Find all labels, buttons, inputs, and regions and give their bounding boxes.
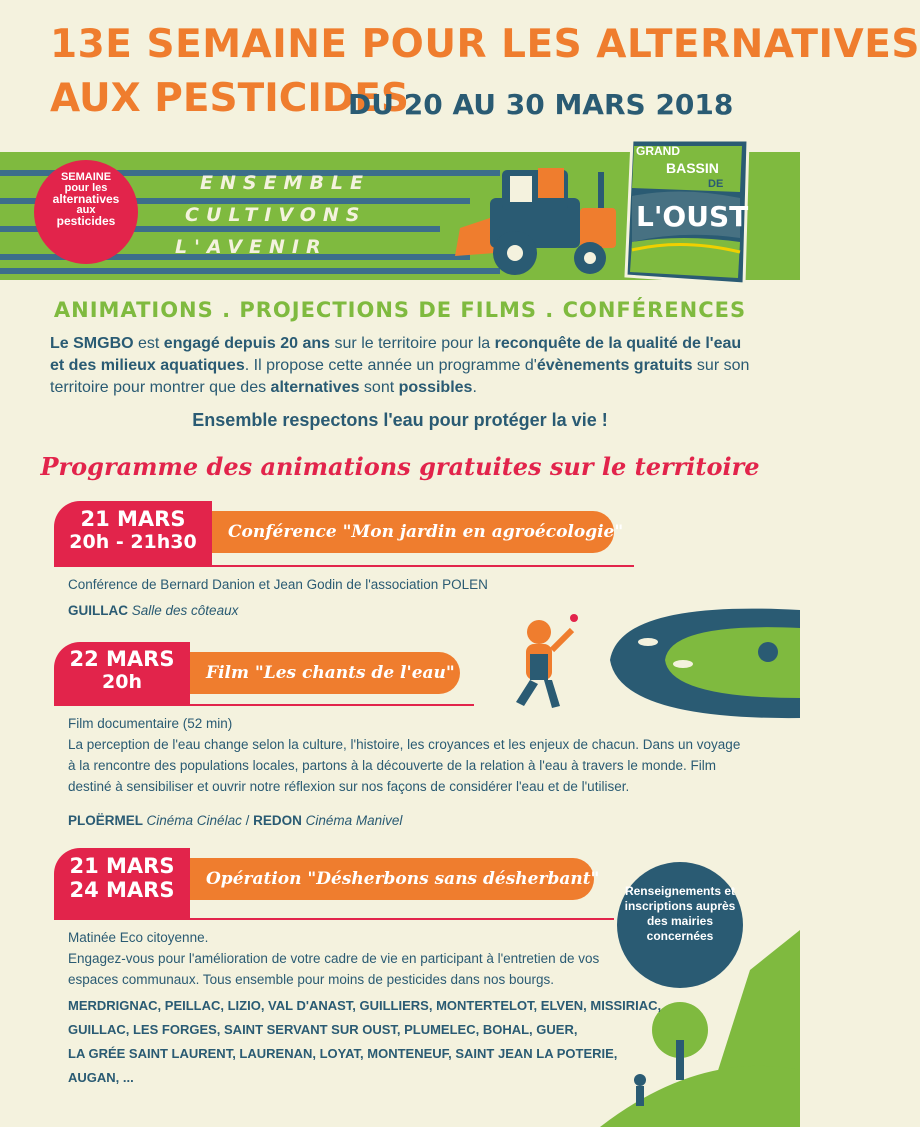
event-divider xyxy=(54,918,614,920)
venue: Cinéma Cinélac xyxy=(146,813,242,828)
event-divider xyxy=(54,565,634,567)
event-dates: DU 20 AU 30 MARS 2018 xyxy=(348,88,734,121)
separator: / xyxy=(241,813,254,828)
event-time-line: 20h - 21h30 xyxy=(69,531,197,553)
logo-bassin: BASSIN xyxy=(666,160,719,176)
event-1-description: Conférence de Bernard Danion et Jean Godin de l'association POLEN xyxy=(68,577,488,592)
intro-paragraph xyxy=(50,333,750,399)
town: REDON xyxy=(253,813,302,828)
town-list-line: MERDRIGNAC, PEILLAC, LIZIO, VAL D'ANAST, GUILLIERS, MONTERTELOT, ELVEN, MISSIRIAC, xyxy=(68,998,662,1013)
event-date-line: 24 MARS xyxy=(69,878,175,902)
badge-line: SEMAINE xyxy=(60,171,112,183)
logo-oust: L'OUST xyxy=(636,200,749,233)
intro-text: engagé depuis 20 ans xyxy=(163,335,331,352)
event-1-date-box xyxy=(54,501,212,565)
intro-text: sont xyxy=(359,379,399,396)
logo-grand: GRAND xyxy=(636,144,680,158)
venue: Cinéma Manivel xyxy=(305,813,403,828)
event-3-towns xyxy=(68,994,668,1090)
slogan-line-2: CULTIVONS xyxy=(185,204,367,226)
event-subtitle: Film documentaire (52 min) xyxy=(68,716,233,731)
venue: Salle des côteaux xyxy=(131,603,239,618)
town-list-line: GUILLAC, LES FORGES, SAINT SERVANT SUR OUST, PLUMELEC, BOHAL, GUER, xyxy=(68,1022,578,1037)
town-list-line: LA GRÉE SAINT LAURENT, LAURENAN, LOYAT, MONTENEUF, SAINT JEAN LA POTERIE, AUGAN, ... xyxy=(68,1046,618,1085)
town: GUILLAC xyxy=(68,603,128,618)
event-3-title: Opération "Désherbons sans désherbant" xyxy=(190,858,594,900)
logo-de: DE xyxy=(708,178,724,190)
event-text: La perception de l'eau change selon la culture, l'histoire, les croyances et les enjeux de chacun. Dans un voyage à la rencontre des populations locales, partons à la découverte de la relation à l'eau à travers le monde. Film destiné à sensibiliser et ouvrir notre réflexion sur nos façons de considérer l'eau et de l'utiliser. xyxy=(68,737,741,794)
badge-line: alternatives xyxy=(52,192,120,206)
intro-text: sur son territoire pour montrer que des xyxy=(50,357,750,396)
slogan-line-1: ENSEMBLE xyxy=(200,172,371,194)
badge-line: pesticides xyxy=(56,214,116,228)
event-subtitle: Matinée Eco citoyenne. xyxy=(68,930,209,945)
badge-line: aux xyxy=(76,204,96,216)
event-3-description xyxy=(68,927,628,990)
intro-text: est xyxy=(133,335,164,352)
info-bubble: Renseignements et inscriptions auprès des mairies concernées xyxy=(617,862,743,988)
main-title-line2: AUX PESTICIDES xyxy=(50,76,409,121)
motto: Ensemble respectons l'eau pour protéger la vie ! xyxy=(192,410,608,430)
intro-text: reconquête de la qualité de l'eau et des milieux aquatiques xyxy=(50,335,742,374)
event-date-line: 21 MARS xyxy=(69,854,175,878)
intro-text: alternatives xyxy=(270,379,360,396)
event-1-location xyxy=(68,600,238,621)
intro-text: évènements gratuits xyxy=(536,357,693,374)
intro-text: Le SMGBO xyxy=(50,335,134,352)
intro-text: . xyxy=(472,379,477,396)
town: PLOËRMEL xyxy=(68,813,143,828)
intro-text: possibles xyxy=(398,379,473,396)
program-title: Programme des animations gratuites sur le territoire xyxy=(40,452,760,481)
event-1-title: Conférence "Mon jardin en agroécologie" xyxy=(212,511,614,553)
event-2-description xyxy=(68,713,744,797)
gardener-figure-icon xyxy=(504,610,584,720)
event-3-date-box xyxy=(54,848,190,918)
grand-bassin-oust-logo xyxy=(622,138,752,286)
intro-text: sur le territoire pour la xyxy=(330,335,495,352)
slogan-line-3: L'AVENIR xyxy=(175,236,328,258)
week-badge xyxy=(34,160,138,264)
intro-text: . Il propose cette année un programme d' xyxy=(244,357,537,374)
subtitle: ANIMATIONS . PROJECTIONS DE FILMS . CONFÉRENCES xyxy=(53,298,747,322)
event-2-title: Film "Les chants de l'eau" xyxy=(190,652,460,694)
event-2-date-box xyxy=(54,642,190,704)
event-time-line: 20h xyxy=(102,671,142,693)
event-2-location xyxy=(68,810,402,831)
event-divider xyxy=(54,704,474,706)
event-date-line: 21 MARS xyxy=(80,507,186,531)
main-title-line1: 13E SEMAINE POUR LES ALTERNATIVES xyxy=(50,22,920,67)
event-text: Engagez-vous pour l'amélioration de votre cadre de vie en participant à l'entretien de vos espaces communaux. Tous ensemble pour moins de pesticides dans nos bourgs. xyxy=(68,951,600,987)
tractor-icon xyxy=(450,158,630,276)
event-date-line: 22 MARS xyxy=(69,647,175,671)
badge-line: pour les xyxy=(64,182,108,194)
stripe-decoration xyxy=(0,268,500,274)
